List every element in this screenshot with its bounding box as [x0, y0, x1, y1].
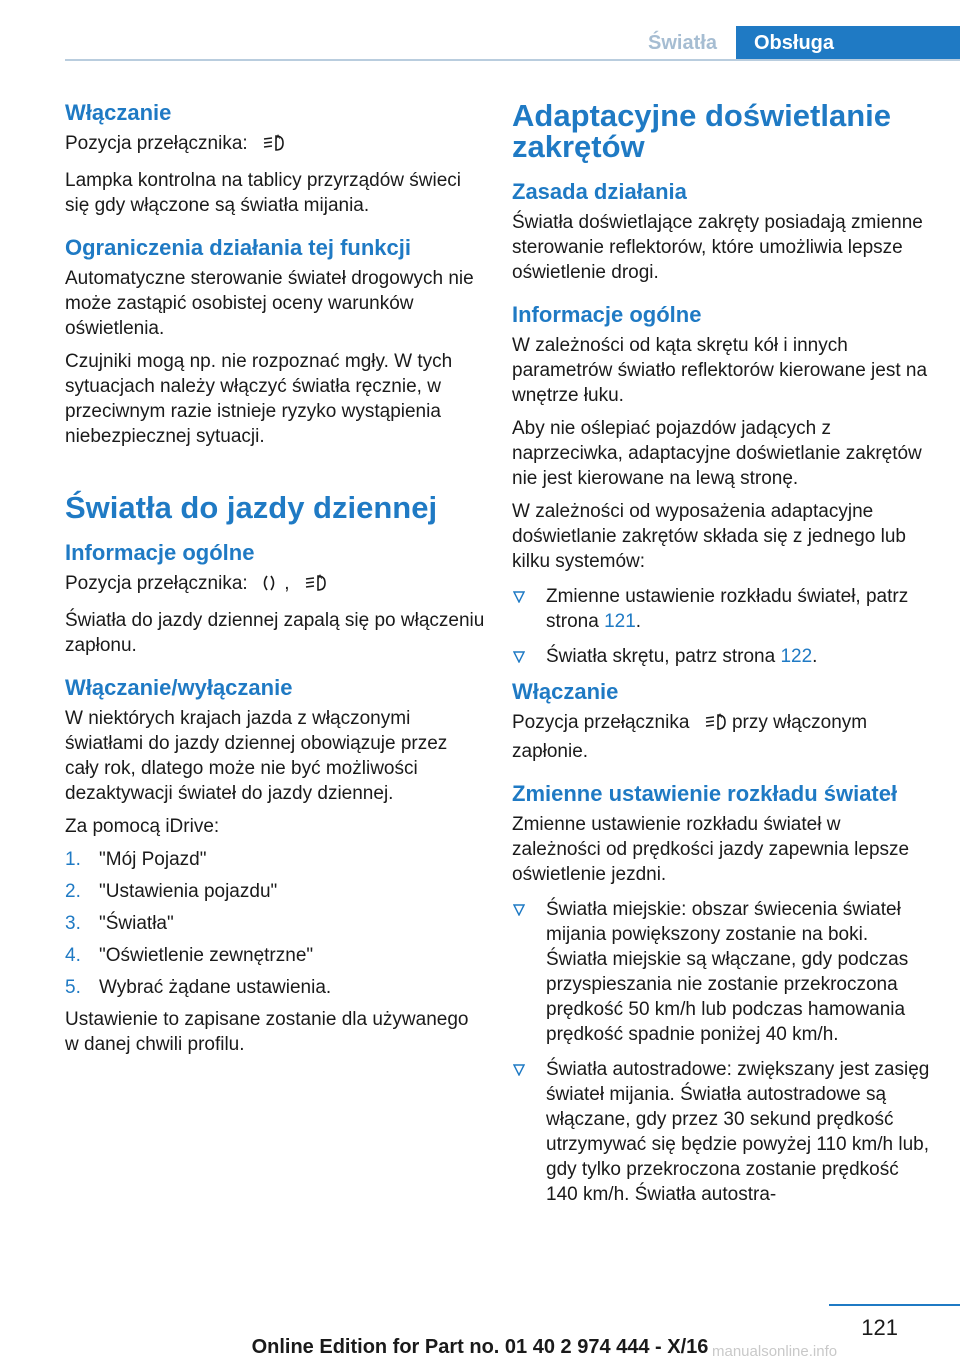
step-number: 3.: [65, 913, 81, 934]
step-text: "Oświetlenie zewnętrzne": [99, 945, 314, 966]
heading-ograniczenia: Ograniczenia działania tej funkcji: [65, 235, 411, 260]
switch-on-text-a: Pozycja przełącznika: [512, 712, 690, 733]
heading-wlaczanie-right: Włączanie: [512, 679, 619, 704]
list-item: [512, 1057, 932, 1207]
heading-zasada-dzialania: Zasada działania: [512, 179, 687, 204]
switch-on-text-b: przy włączonym zapłonie.: [512, 712, 868, 762]
switch-position-paragraph: [65, 131, 485, 160]
section-tab-obsluga[interactable]: Obsługa: [736, 26, 960, 61]
left-column: [65, 100, 485, 1057]
icon-separator: ,: [284, 573, 290, 594]
variable-light-paragraph: Zmienne ustawienie rozkładu świateł w zależności od prędkości jazdy zapewnia lepsze oświetlenie jezdni.: [512, 814, 910, 885]
switch-on-paragraph: [512, 710, 932, 764]
idrive-steps: [65, 847, 485, 1000]
light-modes-list: [512, 897, 932, 1207]
bullet-arrow-icon: [512, 897, 546, 1047]
header-divider: [65, 59, 960, 61]
step-number: 2.: [65, 881, 81, 902]
general-paragraph-2: Aby nie oślepiać pojazdów jadących z naprzeciwka, adaptacyjne doświetlanie zakrętów nie jest kierowane na lewą stronę.: [512, 418, 922, 489]
step-item: [65, 879, 485, 904]
step-number: 1.: [65, 849, 81, 870]
step-item: [65, 975, 485, 1000]
heading-informacje-ogolne-right: Informacje ogólne: [512, 302, 702, 327]
step-text: "Mój Pojazd": [99, 849, 207, 870]
limitations-paragraph-2: Czujniki mogą np. nie rozpoznać mgły. W tych sytuacjach należy włączyć światła ręcznie, w przeciwnym razie istnieje ryzyko wystąpienia niebezpiecznej sytuacji.: [65, 351, 453, 447]
page-number: 121: [861, 1315, 898, 1340]
heading-zmienne-ustawienie: Zmienne ustawienie rozkładu świateł: [512, 781, 898, 806]
systems-list: [512, 584, 932, 669]
svg-text:A: A: [317, 574, 322, 581]
edition-footer: Online Edition for Part no. 01 40 2 974 444 - X/16: [251, 1336, 709, 1358]
list-item-text: Zmienne ustawienie rozkładu świateł, patrz strona 121.: [546, 586, 909, 632]
general-paragraph-1: W zależności od kąta skrętu kół i innych parametrów światło reflektorów kierowane jest na wnętrze łuku.: [512, 335, 928, 406]
step-item: [65, 847, 485, 872]
step-number: 4.: [65, 945, 81, 966]
list-item-text: Światła skrętu, patrz strona 122.: [546, 646, 818, 667]
bullet-arrow-icon: [512, 1057, 546, 1207]
watermark: manualsonline.info: [712, 1343, 838, 1360]
list-item-text: Światła miejskie: obszar świecenia świateł mijania powiększony zostanie na boki. Światła miejskie są włączane, gdy podczas przyspieszania nie zostanie przekroczona prędkość 50 km/h lub podczas hamowania prędkość spadnie poniżej 40 km/h.: [546, 899, 909, 1045]
general-paragraph-3: W zależności od wyposażenia adaptacyjne doświetlanie zakrętów składa się z jednego lub kilku systemów:: [512, 501, 906, 572]
parking-lights-icon: [259, 573, 279, 600]
step-item: [65, 943, 485, 968]
heading-wlaczanie-wylaczanie: Włączanie/wyłączanie: [65, 675, 293, 700]
drl-switch-position-paragraph: [65, 571, 485, 600]
step-item: [65, 911, 485, 936]
step-text: "Światła": [99, 913, 174, 934]
list-item: [512, 644, 932, 669]
right-column: [512, 100, 932, 1217]
section-tab-swiatla[interactable]: Światła: [648, 31, 717, 54]
bullet-arrow-icon: [512, 644, 546, 669]
step-text: "Ustawienia pojazdu": [99, 881, 278, 902]
drl-switch-position-text: Pozycja przełącznika:: [65, 573, 248, 594]
footer-divider: [829, 1304, 960, 1306]
principle-paragraph: Światła doświetlające zakręty posiadają zmienne sterowanie reflektorów, które umożliwia lepsze oświetlenie drogi.: [512, 212, 923, 283]
idrive-intro: Za pomocą iDrive:: [65, 816, 220, 837]
automatic-headlight-icon: [701, 712, 727, 739]
heading-swiatla-dzienne: Światła do jazdy dziennej: [65, 490, 438, 525]
heading-informacje-ogolne-left: Informacje ogólne: [65, 540, 255, 565]
page-link-121[interactable]: 121: [604, 611, 636, 632]
drl-ignition-paragraph: Światła do jazdy dziennej zapalą się po włączeniu zapłonu.: [65, 610, 485, 656]
profile-paragraph: Ustawienie to zapisane zostanie dla używanego w danej chwili profilu.: [65, 1009, 469, 1055]
limitations-paragraph-1: Automatyczne sterowanie świateł drogowych nie może zastąpić osobistej oceny warunków oświetlenia.: [65, 268, 474, 339]
heading-wlaczanie: Włączanie: [65, 100, 172, 125]
bullet-arrow-icon: [512, 584, 546, 634]
list-item-text: Światła autostradowe: zwiększany jest zasięg świateł mijania. Światła autostradowe są włączane, gdy przez 30 sekund prędkość utrzymywać się będzie powyżej 110 km/h lub, gdy tylko przekroczona zostanie prędkość 140 km/h. Światła autostra-: [546, 1059, 930, 1205]
step-number: 5.: [65, 977, 81, 998]
list-item: [512, 897, 932, 1047]
svg-text:A: A: [275, 134, 281, 141]
drl-countries-paragraph: W niektórych krajach jazda z włączonymi światłami do jazdy dziennej obowiązuje przez cały rok, dlatego może nie być możliwości dezaktywacji świateł do jazdy dziennej.: [65, 708, 448, 804]
automatic-headlight-icon: [301, 573, 327, 600]
list-item: [512, 584, 932, 634]
automatic-headlight-icon: [259, 133, 285, 160]
indicator-paragraph: Lampka kontrolna na tablicy przyrządów świeci się gdy włączone są światła mijania.: [65, 170, 462, 216]
switch-position-text: Pozycja przełącznika:: [65, 133, 248, 154]
heading-adaptacyjne: Adaptacyjne doświetlanie zakrętów: [512, 98, 891, 164]
svg-text:A: A: [717, 713, 722, 720]
page-link-122[interactable]: 122: [780, 646, 813, 667]
step-text: Wybrać żądane ustawienia.: [99, 977, 332, 998]
